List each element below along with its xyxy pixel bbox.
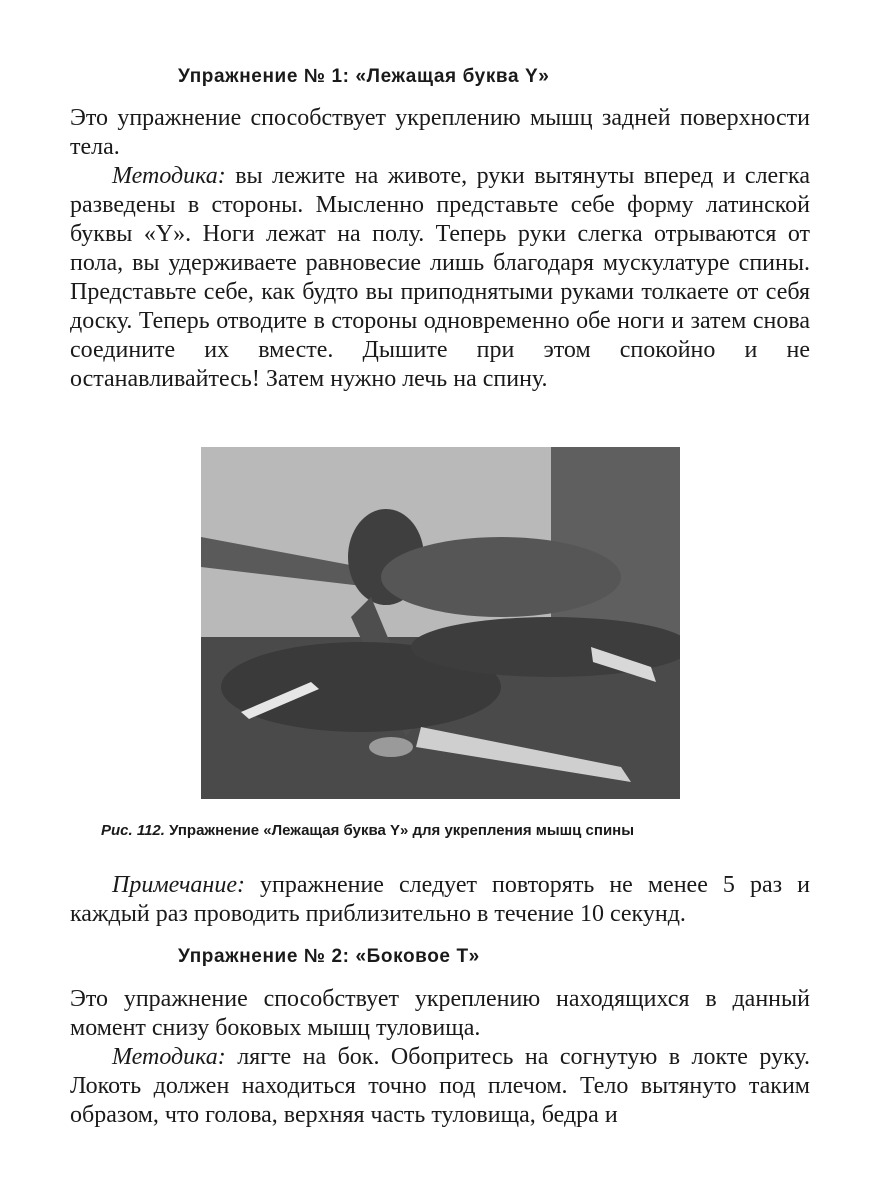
note-label: Примечание: xyxy=(112,872,245,898)
exercise2-body xyxy=(70,985,810,1130)
exercise2-method-label: Методика: xyxy=(112,1044,226,1070)
exercise1-intro: Это упражнение способствует укреплению мышц задней поверхности тела. xyxy=(70,105,810,160)
figure-caption xyxy=(101,822,801,839)
exercise1-body xyxy=(70,104,810,394)
note-text: упражнение следует повторять не менее 5 раз и каждый раз проводить приблизительно в течение 10 секунд. xyxy=(70,872,810,927)
figure-label: Рис. 112. xyxy=(101,822,165,839)
note-paragraph xyxy=(70,871,810,929)
exercise2-intro: Это упражнение способствует укреплению находящихся в данный момент снизу боковых мышц туловища. xyxy=(70,986,810,1041)
figure-caption-text: Упражнение «Лежащая буква Y» для укрепления мышц спины xyxy=(164,822,635,839)
exercise1-method-label: Методика: xyxy=(112,163,226,189)
exercise2-heading: Упражнение № 2: «Боковое Т» xyxy=(178,946,480,967)
exercise1-method-text: вы лежите на животе, руки вытянуты вперед и слегка разведены в стороны. Мысленно представьте себе форму латинской буквы «Y». Ноги лежат на полу. Теперь руки слегка отрываются от пола, вы удерживаете равновесие лишь благодаря мускулатуре спины. Представьте себе, как будто вы приподнятыми руками толкаете от себя доску. Теперь отводите в стороны одновременно обе ноги и затем снова соедините их вместе. Дышите при этом спокойно и не останавливайтесь! Затем нужно лечь на спину. xyxy=(70,163,810,392)
exercise2-method xyxy=(70,1043,810,1130)
note-body xyxy=(70,871,810,929)
exercise2-method-text: лягте на бок. Обопритесь на согнутую в локте руку. Локоть должен находиться точно под плечом. Тело вытянуто таким образом, что голова, верхняя часть туловища, бедра и xyxy=(70,1044,810,1128)
exercise-photo xyxy=(201,447,680,799)
exercise1-heading: Упражнение № 1: «Лежащая буква Y» xyxy=(178,66,550,87)
exercise1-method xyxy=(70,162,810,394)
